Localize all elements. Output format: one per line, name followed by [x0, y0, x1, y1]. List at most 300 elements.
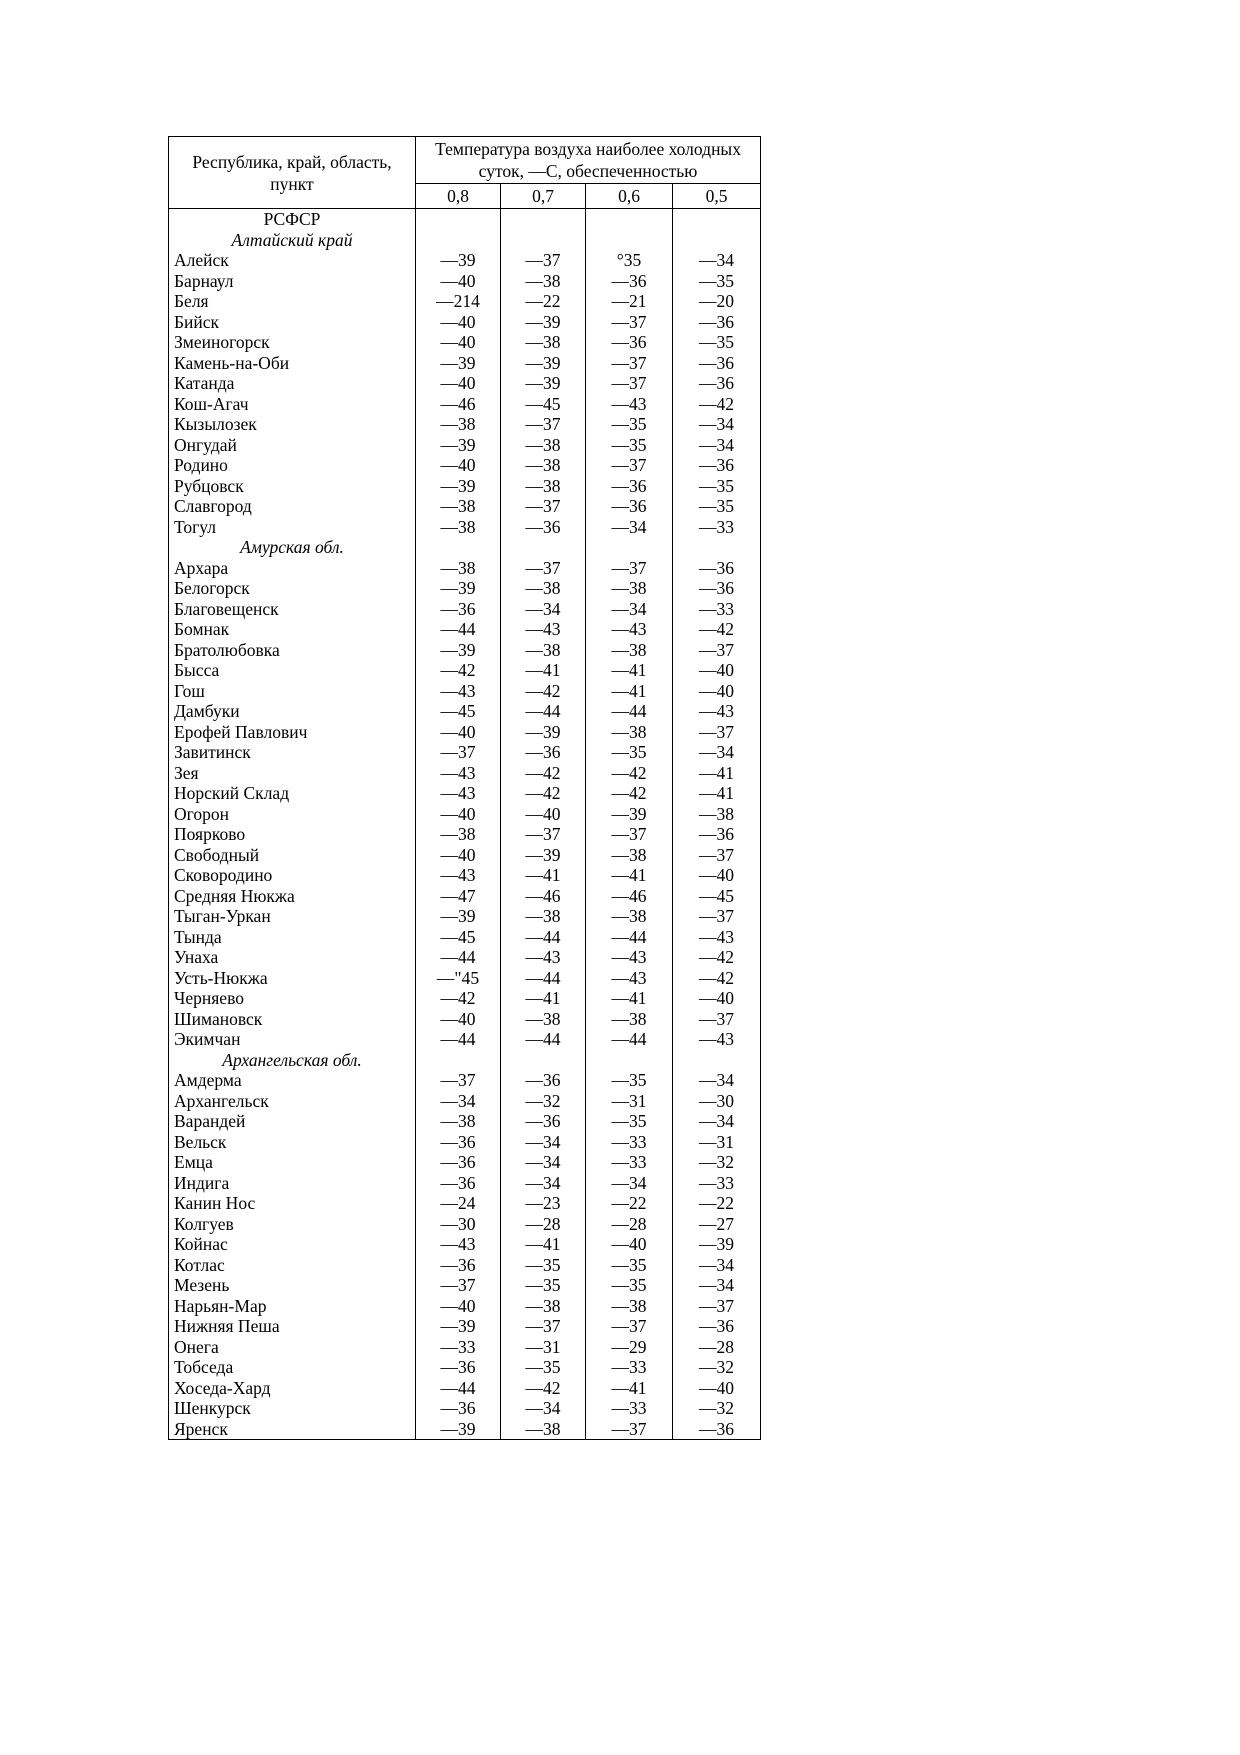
temperature-value: —38 — [501, 271, 586, 292]
temperature-value: —37 — [673, 640, 761, 661]
table-row — [169, 496, 761, 517]
temperature-value: —43 — [586, 394, 673, 415]
temperature-value: —24 — [416, 1193, 501, 1214]
table-row — [169, 291, 761, 312]
table-row — [169, 1275, 761, 1296]
temperature-value: —44 — [501, 1029, 586, 1050]
temperature-value: —36 — [673, 578, 761, 599]
temperature-value: —40 — [416, 312, 501, 333]
temperature-value: —37 — [416, 1070, 501, 1091]
table-row — [169, 619, 761, 640]
temperature-value: —38 — [501, 332, 586, 353]
table-row — [169, 763, 761, 784]
temperature-value: —42 — [501, 1378, 586, 1399]
place-name: Алейск — [169, 250, 416, 271]
temperature-value: —41 — [501, 660, 586, 681]
temperature-value: —35 — [586, 742, 673, 763]
temperature-value: —41 — [586, 988, 673, 1009]
place-name: Кош-Агач — [169, 394, 416, 415]
table-row — [169, 455, 761, 476]
temperature-value: —33 — [673, 1173, 761, 1194]
temperature-value: —43 — [416, 681, 501, 702]
place-name: Архара — [169, 558, 416, 579]
temperature-value: —39 — [416, 906, 501, 927]
place-name: Гош — [169, 681, 416, 702]
temperature-value: —33 — [586, 1152, 673, 1173]
temperature-value: —44 — [501, 927, 586, 948]
temperature-value: —38 — [501, 1009, 586, 1030]
table-row — [169, 353, 761, 374]
temperature-value: —40 — [673, 1378, 761, 1399]
table-row — [169, 701, 761, 722]
place-name: Колгуев — [169, 1214, 416, 1235]
place-name: Огорон — [169, 804, 416, 825]
temperature-value: —41 — [501, 988, 586, 1009]
table-row — [169, 1357, 761, 1378]
place-name: Яренск — [169, 1419, 416, 1440]
temperature-value: —36 — [416, 1132, 501, 1153]
temperature-value: —35 — [673, 332, 761, 353]
temperature-value: —38 — [501, 906, 586, 927]
place-name: Нарьян-Мар — [169, 1296, 416, 1317]
temperature-value: —47 — [416, 886, 501, 907]
temperature-value: —22 — [673, 1193, 761, 1214]
place-name: Усть-Нюкжа — [169, 968, 416, 989]
temperature-value: —28 — [501, 1214, 586, 1235]
table-row — [169, 640, 761, 661]
empty-cell — [673, 1050, 761, 1071]
temperature-value: —32 — [673, 1398, 761, 1419]
temperature-value: —42 — [501, 763, 586, 784]
temperature-value: —39 — [501, 845, 586, 866]
temperature-value: —42 — [586, 763, 673, 784]
place-name: Братолюбовка — [169, 640, 416, 661]
empty-cell — [416, 230, 501, 251]
section-row — [169, 1050, 761, 1071]
temperature-value: —43 — [586, 947, 673, 968]
place-name: Бийск — [169, 312, 416, 333]
place-name: Шимановск — [169, 1009, 416, 1030]
place-name: Свободный — [169, 845, 416, 866]
temperature-value: —43 — [501, 947, 586, 968]
temperature-value: —38 — [501, 1419, 586, 1440]
section-label: Алтайский край — [169, 230, 416, 251]
temperature-value: —40 — [416, 1296, 501, 1317]
temperature-value: —44 — [586, 927, 673, 948]
table-row — [169, 1419, 761, 1440]
temperature-value: —40 — [416, 332, 501, 353]
temperature-value: —33 — [586, 1398, 673, 1419]
place-name: Дамбуки — [169, 701, 416, 722]
place-name: Котлас — [169, 1255, 416, 1276]
table-row — [169, 968, 761, 989]
temperature-value: —37 — [673, 1009, 761, 1030]
temperature-value: —39 — [416, 640, 501, 661]
section-label: Амурская обл. — [169, 537, 416, 558]
temperature-value: —34 — [501, 599, 586, 620]
table-row — [169, 1091, 761, 1112]
temperature-value: —38 — [501, 476, 586, 497]
temperature-value: —42 — [501, 783, 586, 804]
temperature-value: —30 — [416, 1214, 501, 1235]
temperature-value: —44 — [416, 947, 501, 968]
temperature-value: —36 — [586, 496, 673, 517]
table-row — [169, 1173, 761, 1194]
table-body — [169, 209, 761, 1440]
temperature-value: —43 — [416, 783, 501, 804]
table-row — [169, 1214, 761, 1235]
temperature-value: —37 — [501, 1316, 586, 1337]
temperature-value: —29 — [586, 1337, 673, 1358]
temperature-value: —35 — [501, 1255, 586, 1276]
table-row — [169, 1316, 761, 1337]
temperature-value: —34 — [673, 1255, 761, 1276]
temperature-value: —34 — [501, 1132, 586, 1153]
place-name: Амдерма — [169, 1070, 416, 1091]
temperature-value: —33 — [586, 1132, 673, 1153]
temperature-value: —32 — [501, 1091, 586, 1112]
temperature-value: —39 — [673, 1234, 761, 1255]
table-row — [169, 476, 761, 497]
table-row — [169, 927, 761, 948]
temperature-value: —37 — [501, 250, 586, 271]
place-name: Норский Склад — [169, 783, 416, 804]
place-name: Хоседа-Хард — [169, 1378, 416, 1399]
temperature-value: —35 — [586, 1070, 673, 1091]
temperature-value: —38 — [586, 1296, 673, 1317]
temperature-value: —"45 — [416, 968, 501, 989]
temperature-value: —33 — [416, 1337, 501, 1358]
temperature-value: —36 — [416, 1173, 501, 1194]
table-row — [169, 1296, 761, 1317]
temperature-value: —35 — [586, 1111, 673, 1132]
temperature-value: —43 — [586, 619, 673, 640]
place-name: Камень-на-Оби — [169, 353, 416, 374]
header-row-1 — [169, 137, 761, 184]
table-row — [169, 1337, 761, 1358]
temperature-value: —33 — [673, 517, 761, 538]
place-name: Варандей — [169, 1111, 416, 1132]
empty-cell — [586, 1050, 673, 1071]
temperature-value: —36 — [416, 1398, 501, 1419]
temperature-value: —41 — [501, 865, 586, 886]
temperature-value: —38 — [673, 804, 761, 825]
section-label: РСФСР — [169, 209, 416, 230]
place-name: Катанда — [169, 373, 416, 394]
empty-cell — [586, 209, 673, 230]
empty-cell — [673, 230, 761, 251]
place-name: Поярково — [169, 824, 416, 845]
temperature-value: —37 — [501, 824, 586, 845]
place-name: Тогул — [169, 517, 416, 538]
temperature-value: —37 — [673, 1296, 761, 1317]
place-name: Вельск — [169, 1132, 416, 1153]
table-row — [169, 312, 761, 333]
temperature-value: —36 — [501, 517, 586, 538]
temperature-value: —38 — [501, 640, 586, 661]
place-name: Онега — [169, 1337, 416, 1358]
table-row — [169, 578, 761, 599]
temperature-value: —38 — [416, 517, 501, 538]
place-name: Койнас — [169, 1234, 416, 1255]
place-name: Зея — [169, 763, 416, 784]
place-name: Тобседа — [169, 1357, 416, 1378]
temperature-value: —37 — [586, 824, 673, 845]
temperature-value: —39 — [501, 373, 586, 394]
temperature-value: —214 — [416, 291, 501, 312]
temperature-value: —45 — [501, 394, 586, 415]
temperature-table — [168, 136, 761, 1440]
table-row — [169, 1009, 761, 1030]
probability-column-header-4: 0,5 — [673, 184, 761, 209]
temperature-value: —38 — [586, 906, 673, 927]
place-name: Унаха — [169, 947, 416, 968]
temperature-value: —27 — [673, 1214, 761, 1235]
table-row — [169, 722, 761, 743]
temperature-value: —45 — [673, 886, 761, 907]
temperature-value: —34 — [673, 250, 761, 271]
temperature-value: —44 — [501, 701, 586, 722]
place-name: Бомнак — [169, 619, 416, 640]
empty-cell — [501, 1050, 586, 1071]
place-name: Черняево — [169, 988, 416, 1009]
temperature-value: —37 — [416, 1275, 501, 1296]
temperature-value: —34 — [586, 1173, 673, 1194]
place-name: Онгудай — [169, 435, 416, 456]
temperature-value: —34 — [416, 1091, 501, 1112]
empty-cell — [673, 537, 761, 558]
temperature-value: —38 — [586, 722, 673, 743]
temperature-value: —46 — [501, 886, 586, 907]
temperature-value: —39 — [416, 1419, 501, 1440]
place-name: Шенкурск — [169, 1398, 416, 1419]
temperature-value: —38 — [416, 1111, 501, 1132]
temperature-value: —45 — [416, 927, 501, 948]
temperature-value: —42 — [673, 394, 761, 415]
temperature-value: —31 — [673, 1132, 761, 1153]
temperature-value: —40 — [673, 865, 761, 886]
table-row — [169, 271, 761, 292]
temperature-value: —21 — [586, 291, 673, 312]
temperature-value: —46 — [586, 886, 673, 907]
table-row — [169, 435, 761, 456]
temperature-value: —41 — [586, 1378, 673, 1399]
place-name: Родино — [169, 455, 416, 476]
temperature-value: —28 — [586, 1214, 673, 1235]
temperature-value: —33 — [586, 1357, 673, 1378]
empty-cell — [586, 230, 673, 251]
temperature-value: —43 — [673, 927, 761, 948]
temperature-value: —37 — [586, 1316, 673, 1337]
temperature-value: —23 — [501, 1193, 586, 1214]
empty-cell — [416, 537, 501, 558]
temperature-value: —36 — [501, 742, 586, 763]
temperature-value: —44 — [416, 1378, 501, 1399]
temperature-value: —36 — [501, 1070, 586, 1091]
section-row — [169, 230, 761, 251]
temperature-value: —38 — [416, 414, 501, 435]
temperature-value: —20 — [673, 291, 761, 312]
temperature-value: —36 — [673, 312, 761, 333]
temperature-value: —42 — [416, 988, 501, 1009]
temperature-value: —35 — [586, 1275, 673, 1296]
place-name: Бысса — [169, 660, 416, 681]
temperature-value: —37 — [586, 455, 673, 476]
empty-cell — [416, 209, 501, 230]
temperature-header-line2: суток, —С, обеспеченностью — [478, 161, 698, 181]
section-label: Архангельская обл. — [169, 1050, 416, 1071]
place-name: Тыган-Уркан — [169, 906, 416, 927]
place-name: Архангельск — [169, 1091, 416, 1112]
temperature-value: —44 — [586, 1029, 673, 1050]
temperature-value: —39 — [501, 353, 586, 374]
temperature-value: —34 — [673, 435, 761, 456]
temperature-value: —40 — [416, 722, 501, 743]
place-name: Ерофей Павлович — [169, 722, 416, 743]
temperature-value: —43 — [586, 968, 673, 989]
temperature-value: —42 — [501, 681, 586, 702]
temperature-value: —46 — [416, 394, 501, 415]
table-row — [169, 886, 761, 907]
temperature-value: —39 — [416, 578, 501, 599]
temperature-value: —33 — [673, 599, 761, 620]
table-row — [169, 1152, 761, 1173]
temperature-value: —41 — [586, 865, 673, 886]
empty-cell — [416, 1050, 501, 1071]
table-row — [169, 1234, 761, 1255]
place-name: Славгород — [169, 496, 416, 517]
temperature-value: —37 — [673, 845, 761, 866]
temperature-value: —42 — [673, 619, 761, 640]
temperature-value: —35 — [673, 476, 761, 497]
temperature-value: —36 — [673, 373, 761, 394]
temperature-value: —34 — [673, 742, 761, 763]
place-name: Рубцовск — [169, 476, 416, 497]
temperature-value: —39 — [416, 476, 501, 497]
temperature-value: —38 — [501, 1296, 586, 1317]
empty-cell — [501, 209, 586, 230]
temperature-value: —42 — [673, 947, 761, 968]
temperature-value: —43 — [673, 701, 761, 722]
empty-cell — [501, 537, 586, 558]
table-row — [169, 906, 761, 927]
place-name: Емца — [169, 1152, 416, 1173]
table-row — [169, 599, 761, 620]
temperature-value: —39 — [416, 435, 501, 456]
temperature-value: —39 — [416, 250, 501, 271]
temperature-value: —40 — [416, 1009, 501, 1030]
temperature-value: —38 — [586, 640, 673, 661]
table-row — [169, 517, 761, 538]
temperature-value: —36 — [673, 353, 761, 374]
temperature-value: —42 — [416, 660, 501, 681]
temperature-value: —32 — [673, 1357, 761, 1378]
temperature-value: —37 — [586, 558, 673, 579]
table-header — [169, 137, 761, 209]
temperature-value: —36 — [501, 1111, 586, 1132]
table-row — [169, 742, 761, 763]
temperature-value: °35 — [586, 250, 673, 271]
place-name: Сковородино — [169, 865, 416, 886]
temperature-value: —34 — [501, 1398, 586, 1419]
temperature-value: —37 — [501, 558, 586, 579]
place-name: Мезень — [169, 1275, 416, 1296]
temperature-value: —38 — [501, 435, 586, 456]
temperature-value: —36 — [586, 332, 673, 353]
temperature-value: —39 — [586, 804, 673, 825]
table-row — [169, 804, 761, 825]
temperature-value: —38 — [416, 824, 501, 845]
table-row — [169, 1111, 761, 1132]
temperature-value: —37 — [586, 312, 673, 333]
place-name: Средняя Нюкжа — [169, 886, 416, 907]
temperature-value: —34 — [673, 1111, 761, 1132]
temperature-value: —44 — [416, 619, 501, 640]
temperature-value: —34 — [501, 1173, 586, 1194]
temperature-value: —36 — [586, 271, 673, 292]
table-row — [169, 1193, 761, 1214]
temperature-value: —35 — [501, 1275, 586, 1296]
temperature-value: —44 — [586, 701, 673, 722]
table-row — [169, 332, 761, 353]
temperature-header-line1: Температура воздуха наиболее холодных — [435, 139, 741, 159]
place-name: Канин Нос — [169, 1193, 416, 1214]
temperature-value: —38 — [416, 496, 501, 517]
temperature-value: —34 — [586, 517, 673, 538]
temperature-value: —36 — [586, 476, 673, 497]
temperature-value: —40 — [416, 373, 501, 394]
table-row — [169, 1378, 761, 1399]
temperature-value: —35 — [586, 414, 673, 435]
table-row — [169, 1132, 761, 1153]
temperature-value: —35 — [673, 496, 761, 517]
temperature-value: —40 — [586, 1234, 673, 1255]
place-name: Беля — [169, 291, 416, 312]
temperature-value: —44 — [416, 1029, 501, 1050]
temperature-value: —40 — [673, 988, 761, 1009]
table-row — [169, 1255, 761, 1276]
table-row — [169, 865, 761, 886]
section-row — [169, 537, 761, 558]
temperature-value: —34 — [586, 599, 673, 620]
temperature-value: —38 — [416, 558, 501, 579]
temperature-value: —35 — [501, 1357, 586, 1378]
place-name: Белогорск — [169, 578, 416, 599]
temperature-column-group-header — [416, 137, 761, 184]
temperature-value: —35 — [673, 271, 761, 292]
table-row — [169, 824, 761, 845]
temperature-value: —41 — [501, 1234, 586, 1255]
temperature-value: —44 — [501, 968, 586, 989]
temperature-value: —36 — [416, 1255, 501, 1276]
temperature-value: —36 — [416, 1357, 501, 1378]
temperature-value: —37 — [586, 373, 673, 394]
temperature-value: —31 — [501, 1337, 586, 1358]
table-row — [169, 558, 761, 579]
temperature-value: —31 — [586, 1091, 673, 1112]
place-name: Экимчан — [169, 1029, 416, 1050]
temperature-value: —22 — [586, 1193, 673, 1214]
temperature-value: —39 — [416, 1316, 501, 1337]
temperature-value: —22 — [501, 291, 586, 312]
table-row — [169, 373, 761, 394]
temperature-value: —43 — [416, 763, 501, 784]
temperature-value: —32 — [673, 1152, 761, 1173]
table-row — [169, 783, 761, 804]
temperature-value: —40 — [416, 845, 501, 866]
temperature-value: —37 — [586, 353, 673, 374]
probability-column-header-1: 0,8 — [416, 184, 501, 209]
